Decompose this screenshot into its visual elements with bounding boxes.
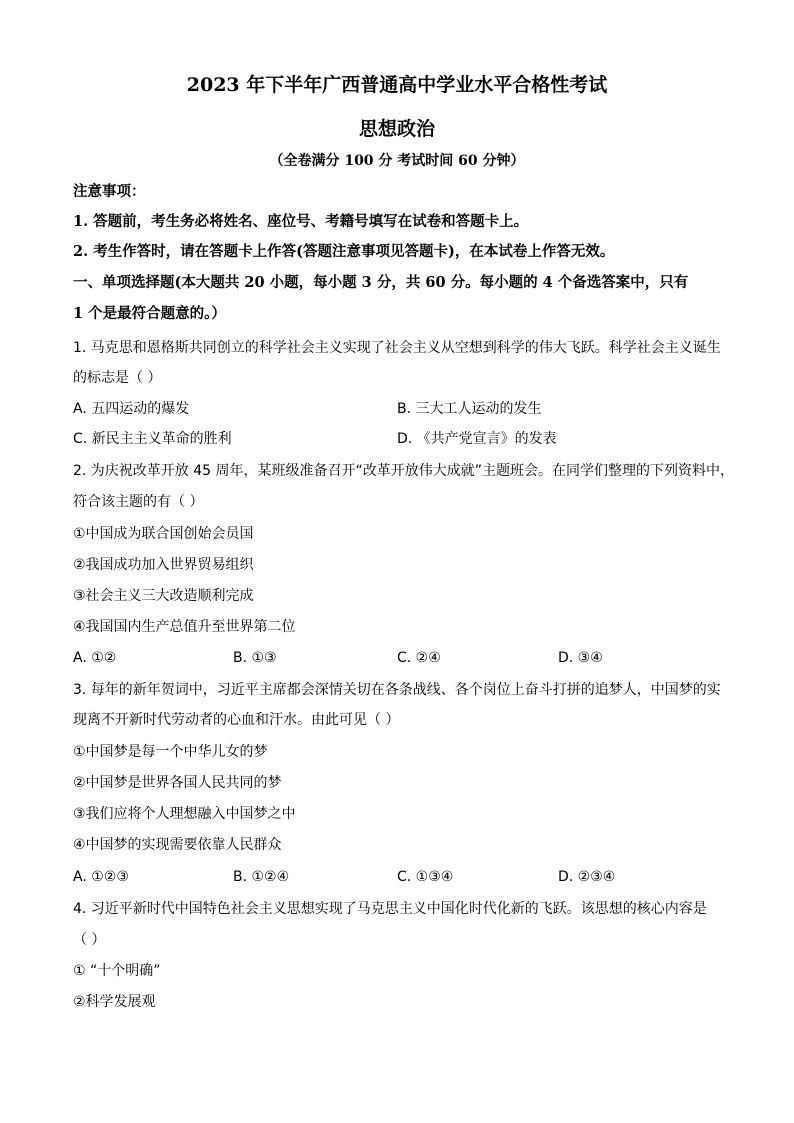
subject-title: 思想政治 xyxy=(358,118,435,140)
exam-title: 2023 年下半年广西普通高中学业水平合格性考试 xyxy=(186,74,608,96)
q1-stem-line2: 的标志是（ ） xyxy=(73,370,162,386)
q3-statement-1: ①中国梦是每一个中华儿女的梦 xyxy=(73,744,268,760)
q4-statement-1: ① “十个明确” xyxy=(73,963,161,979)
q4-stem-line1: 4. 习近平新时代中国特色社会主义思想实现了马克思主义中国化时代化新的飞跃。该思想的核心内容是 xyxy=(73,901,707,917)
q1-option-b: B. 三大工人运动的发生 xyxy=(397,401,542,417)
section-heading-line1: 一、单项选择题(本大题共 20 小题，每小题 3 分，共 60 分。每小题的 4 个备选答案中，只有 xyxy=(73,274,689,291)
q1-option-a: A. 五四运动的爆发 xyxy=(73,401,190,417)
q3-statement-4: ④中国梦的实现需要依靠人民群众 xyxy=(73,837,282,853)
q2-option-a: A. ①② xyxy=(73,650,117,666)
q2-statement-1: ①中国成为联合国创始会员国 xyxy=(73,526,254,542)
q3-statement-3: ③我们应将个人理想融入中国梦之中 xyxy=(73,806,296,822)
q2-option-d: D. ③④ xyxy=(558,650,603,666)
exam-info: （全卷满分 100 分 考试时间 60 分钟） xyxy=(269,153,525,169)
q1-option-c: C. 新民主主义革命的胜利 xyxy=(73,431,232,447)
q2-statement-2: ②我国成功加入世界贸易组织 xyxy=(73,557,254,573)
q2-statement-4: ④我国国内生产总值升至世界第二位 xyxy=(73,619,296,635)
notice-item-1: 1. 答题前，考生务必将姓名、座位号、考籍号填写在试卷和答题卡上。 xyxy=(73,213,529,230)
q3-statement-2: ②中国梦是世界各国人民共同的梦 xyxy=(73,775,282,791)
q2-stem-line2: 符合该主题的有（ ） xyxy=(73,494,204,510)
q1-stem-line1: 1. 马克思和恩格斯共同创立的科学社会主义实现了社会主义从空想到科学的伟大飞跃。科学社会主义诞生 xyxy=(73,340,721,356)
q3-option-c: C. ①③④ xyxy=(397,869,454,885)
q2-option-b: B. ①③ xyxy=(233,650,277,666)
section-heading-line2: 1 个是最符合题意的。） xyxy=(73,305,226,322)
q3-option-a: A. ①②③ xyxy=(73,869,129,885)
q2-statement-3: ③社会主义三大改造顺利完成 xyxy=(73,588,254,604)
notice-heading: 注意事项： xyxy=(73,183,146,200)
q3-option-b: B. ①②④ xyxy=(233,869,290,885)
q1-option-d: D. 《共产党宣言》的发表 xyxy=(397,431,557,447)
q4-statement-2: ②科学发展观 xyxy=(73,994,156,1010)
q3-stem-line1: 3. 每年的新年贺词中，习近平主席都会深情关切在各条战线、各个岗位上奋斗打拼的追梦人，中国梦的实 xyxy=(73,682,721,698)
notice-item-2: 2. 考生作答时，请在答题卡上作答(答题注意事项见答题卡)，在本试卷上作答无效。 xyxy=(73,243,615,260)
q3-stem-line2: 现离不开新时代劳动者的心血和汗水。由此可见（ ） xyxy=(73,712,400,728)
q4-stem-line2: （ ） xyxy=(73,932,106,948)
q3-option-d: D. ②③④ xyxy=(558,869,616,885)
q2-stem-line1: 2. 为庆祝改革开放 45 周年，某班级准备召开“改革开放伟大成就”主题班会。在同学们整理的下列资料中， xyxy=(73,463,735,479)
q2-option-c: C. ②④ xyxy=(397,650,441,666)
